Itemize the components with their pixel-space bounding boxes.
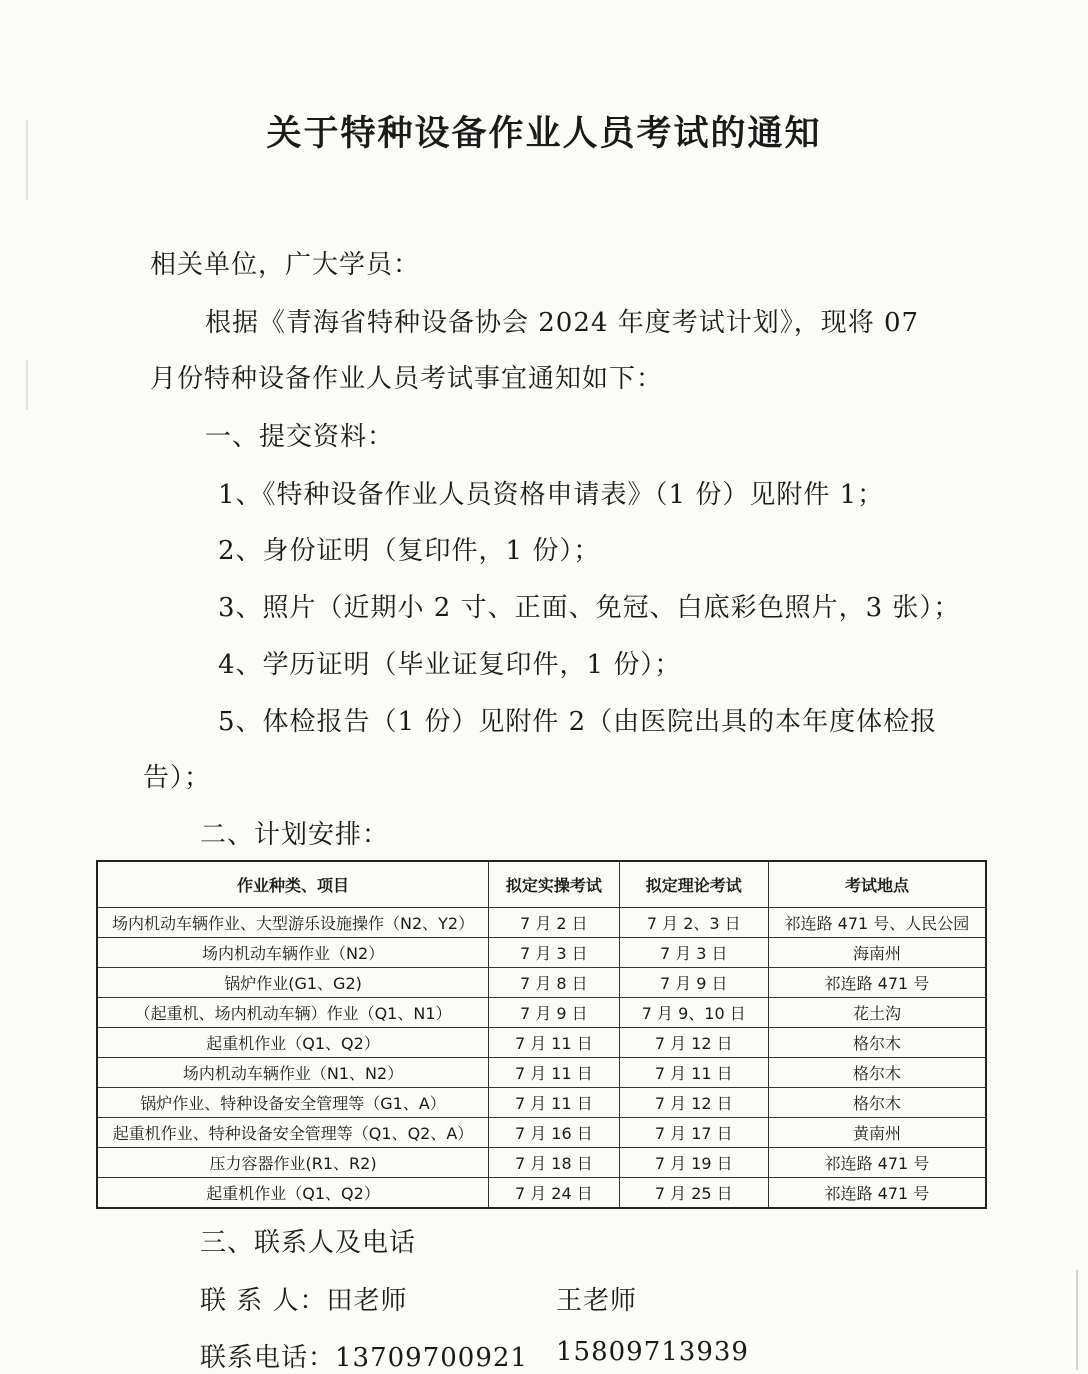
cell-category: 场内机动车辆作业、大型游乐设施操作（N2、Y2） xyxy=(97,908,489,938)
cell-category: 场内机动车辆作业（N1、N2） xyxy=(97,1058,489,1088)
table-row xyxy=(97,1088,986,1118)
exam-schedule-table xyxy=(96,860,987,1209)
cell-theory-date: 7 月 12 日 xyxy=(619,1088,768,1118)
list-item-continuation: 告）； xyxy=(143,763,212,793)
cell-practical-date: 7 月 18 日 xyxy=(489,1148,620,1178)
intro-line-1: 根据《青海省特种设备协会 2024 年度考试计划》，现将 07 xyxy=(205,308,920,338)
cell-location: 格尔木 xyxy=(768,1088,986,1118)
scan-edge-mark xyxy=(26,360,28,410)
phone-label: 联系电话： xyxy=(200,1343,336,1373)
table-row xyxy=(97,938,986,968)
cell-practical-date: 7 月 11 日 xyxy=(489,1088,620,1118)
cell-location: 祁连路 471 号、人民公园 xyxy=(768,908,986,938)
table-row xyxy=(97,1148,986,1178)
scan-edge-mark xyxy=(1076,1270,1078,1370)
header-location: 考试地点 xyxy=(768,861,986,908)
contact-person-row xyxy=(200,1280,408,1317)
cell-location: 祁连路 471 号 xyxy=(768,968,986,998)
cell-practical-date: 7 月 8 日 xyxy=(489,968,620,998)
section-3-heading: 三、联系人及电话 xyxy=(200,1228,417,1258)
cell-theory-date: 7 月 9 日 xyxy=(619,968,768,998)
cell-location: 格尔木 xyxy=(768,1028,986,1058)
cell-practical-date: 7 月 2 日 xyxy=(489,908,620,938)
cell-practical-date: 7 月 9 日 xyxy=(489,998,620,1028)
table-row xyxy=(97,1028,986,1058)
list-item: 2、身份证明（复印件，1 份）； xyxy=(218,536,601,566)
contact-label: 联 系 人： xyxy=(200,1286,327,1316)
cell-practical-date: 7 月 24 日 xyxy=(489,1178,620,1209)
contact-phone-row xyxy=(200,1337,528,1374)
list-item: 4、学历证明（毕业证复印件，1 份）； xyxy=(218,650,682,680)
phone-number-1: 13709700921 xyxy=(335,1343,528,1373)
cell-practical-date: 7 月 11 日 xyxy=(489,1058,620,1088)
cell-theory-date: 7 月 25 日 xyxy=(619,1178,768,1209)
list-item: 3、照片（近期小 2 寸、正面、免冠、白底彩色照片，3 张）； xyxy=(218,593,961,623)
contact-person-2: 王老师 xyxy=(556,1286,638,1316)
table-header-row xyxy=(97,861,986,908)
cell-category: 起重机作业、特种设备安全管理等（Q1、Q2、A） xyxy=(97,1118,489,1148)
table-row xyxy=(97,1118,986,1148)
cell-category: 锅炉作业、特种设备安全管理等（G1、A） xyxy=(97,1088,489,1118)
phone-number-2: 15809713939 xyxy=(556,1337,749,1367)
cell-practical-date: 7 月 11 日 xyxy=(489,1028,620,1058)
cell-category: （起重机、场内机动车辆）作业（Q1、N1） xyxy=(97,998,489,1028)
cell-location: 花土沟 xyxy=(768,998,986,1028)
cell-theory-date: 7 月 2、3 日 xyxy=(619,908,768,938)
contact-person-1: 田老师 xyxy=(326,1286,408,1316)
cell-practical-date: 7 月 16 日 xyxy=(489,1118,620,1148)
cell-location: 祁连路 471 号 xyxy=(768,1178,986,1209)
salutation: 相关单位，广大学员： xyxy=(150,250,421,280)
intro-line-2: 月份特种设备作业人员考试事宜通知如下： xyxy=(150,364,664,394)
section-1-heading: 一、提交资料： xyxy=(205,422,395,452)
cell-category: 压力容器作业(R1、R2) xyxy=(97,1148,489,1178)
table-row xyxy=(97,968,986,998)
document-title: 关于特种设备作业人员考试的通知 xyxy=(266,114,822,154)
list-item: 1、《特种设备作业人员资格申请表》（1 份）见附件 1； xyxy=(218,480,885,510)
cell-location: 黄南州 xyxy=(768,1118,986,1148)
cell-category: 场内机动车辆作业（N2） xyxy=(97,938,489,968)
cell-location: 格尔木 xyxy=(768,1058,986,1088)
cell-category: 锅炉作业(G1、G2) xyxy=(97,968,489,998)
table-row xyxy=(97,908,986,938)
table-row xyxy=(97,998,986,1028)
list-item: 5、体检报告（1 份）见附件 2（由医院出具的本年度体检报 xyxy=(218,707,938,737)
table-row xyxy=(97,1178,986,1209)
cell-theory-date: 7 月 11 日 xyxy=(619,1058,768,1088)
cell-category: 起重机作业（Q1、Q2） xyxy=(97,1178,489,1209)
cell-theory-date: 7 月 19 日 xyxy=(619,1148,768,1178)
cell-practical-date: 7 月 3 日 xyxy=(489,938,620,968)
header-theory-date: 拟定理论考试 xyxy=(619,861,768,908)
section-2-heading: 二、计划安排： xyxy=(200,820,390,850)
cell-theory-date: 7 月 12 日 xyxy=(619,1028,768,1058)
cell-location: 祁连路 471 号 xyxy=(768,1148,986,1178)
cell-location: 海南州 xyxy=(768,938,986,968)
cell-theory-date: 7 月 17 日 xyxy=(619,1118,768,1148)
cell-category: 起重机作业（Q1、Q2） xyxy=(97,1028,489,1058)
cell-theory-date: 7 月 9、10 日 xyxy=(619,998,768,1028)
table-row xyxy=(97,1058,986,1088)
header-category: 作业种类、项目 xyxy=(97,861,489,908)
cell-theory-date: 7 月 3 日 xyxy=(619,938,768,968)
header-practical-date: 拟定实操考试 xyxy=(489,861,620,908)
